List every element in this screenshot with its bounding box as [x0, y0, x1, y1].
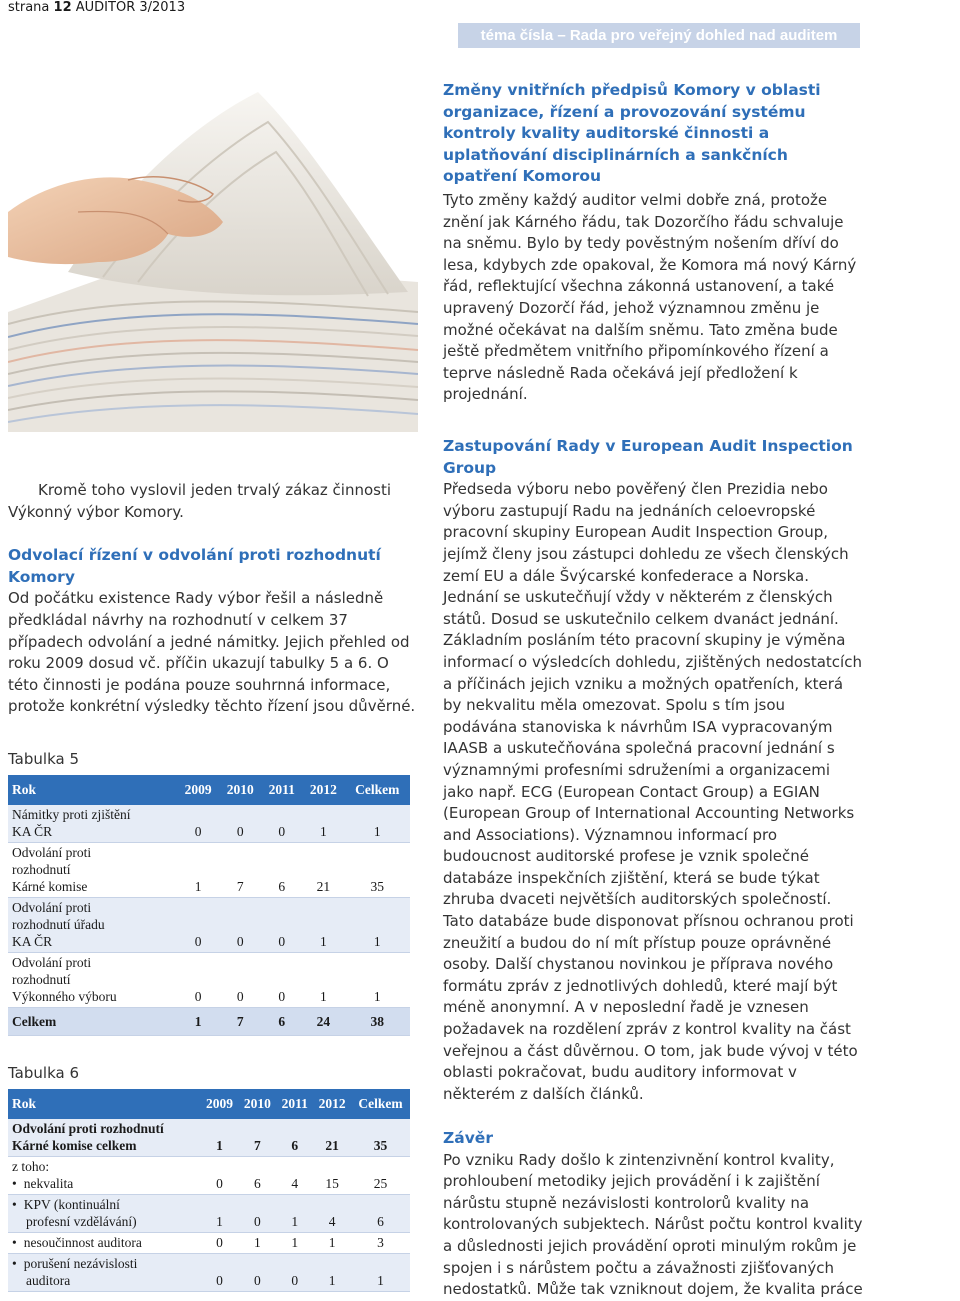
theme-title: téma čísla – Rada pro veřejný dohled nad auditem — [480, 27, 838, 44]
table-cell: 1 — [302, 805, 344, 843]
left-column — [8, 480, 418, 718]
table-cell: 1 — [344, 805, 410, 843]
table-cell: 6 — [261, 843, 302, 898]
table6-caption: Tabulka 6 — [8, 1064, 79, 1082]
row-label: Námitky proti zjištění KA ČR — [8, 805, 177, 843]
row-label: Odvolání proti rozhodnutí Kárné komise — [8, 843, 177, 898]
table-cell: 0 — [261, 805, 302, 843]
row-label: • porušení nezávislosti auditora — [8, 1254, 201, 1292]
table-cell: 1 — [313, 1233, 351, 1254]
table-cell: 35 — [344, 843, 410, 898]
total-label: Celkem — [8, 1008, 177, 1036]
table-row — [8, 1195, 410, 1233]
table-row — [8, 1254, 410, 1292]
table5-header: 2010 — [219, 775, 261, 805]
right-column-top — [443, 80, 863, 406]
table-cell: 4 — [276, 1157, 313, 1195]
table-cell: 7 — [238, 1119, 276, 1157]
appeal-section-text: Od počátku existence Rady výbor řešil a následně předkládal návrhy na rozhodnutí v celkem 37 případech odvolání a jedné námitky. Jejich přehled od roku 2009 dosud vč. příčin ukazují tabulky 5 a 6. O této činnosti je podána pouze souhrnná informace, protože konkrétní výsledky těchto řízení jsou důvěrné. — [8, 589, 416, 716]
table5-block — [8, 750, 418, 1036]
papers-illustration — [8, 62, 418, 432]
table-cell: 0 — [276, 1254, 313, 1292]
table-cell: 0 — [219, 805, 261, 843]
table5-caption: Tabulka 5 — [8, 750, 79, 768]
table6-header: 2011 — [276, 1089, 313, 1119]
table6-header: Rok — [8, 1089, 201, 1119]
table-cell: 1 — [238, 1233, 276, 1254]
table-cell: 0 — [177, 898, 219, 953]
table6 — [8, 1089, 410, 1292]
table5-header: Celkem — [344, 775, 410, 805]
table5-header: 2011 — [261, 775, 302, 805]
table-cell: 24 — [302, 1008, 344, 1036]
row-label: • nesoučinnost auditora — [8, 1233, 201, 1254]
regulations-text: Tyto změny každý auditor velmi dobře zná, protože znění jak Kárného řádu, tak Dozorčího řádu schvaluje na sněmu. Bylo by tedy pověstným nošením dříví do lesa, kdybych zde opakoval, že Komora má nový Kárný řád, reflektující všechna zákonná ustanovení, a také upravený Dozorčí řád, jehož významnou změnu je možné očekávat na dalším sněmu. Tato změna bude ještě předmětem vnitřního připomínkového řízení a teprve následně Rada očekává její předložení k projednání. — [443, 190, 857, 404]
table-cell: 1 — [201, 1195, 239, 1233]
table-row — [8, 1157, 410, 1195]
right-column-middle — [443, 436, 863, 1105]
table-cell: 1 — [344, 953, 410, 1008]
table-cell: 0 — [201, 1157, 239, 1195]
table6-header-row — [8, 1089, 410, 1119]
table-cell: 0 — [201, 1254, 239, 1292]
eaig-text: Předseda výboru nebo pověřený člen Prezidia nebo výboru zastupují Radu na jednáních celoevropské pracovní skupiny European Audit Inspection Group, jejímž členy jsou zástupci dohledu ze všech členských zemí EU a dále Švýcarské konfederace a Norska. Jednání se uskutečňují vždy v některém z členských států. Dosud se uskutečnilo celkem dvanáct jednání. Základním posláním této pracovní skupiny je výměna informací o výsledcích dohledu, zjištěných nedostatcích a příčinách jejich vzniku a možných opatřeních, která by nekvalitu měla omezovat. Spolu s tím jsou podávána stanoviska k návrhům ISA vypracovaným IAASB a uskutečňována společná pracovní jednání s významnými profesními sdruženími a organizacemi jako např. ECG (European Contact Group) a EGIAN (European Group of International Accounting Networks and Associations). Významnou informací pro budoucnost auditorské profese je vznik společné databáze inspekčních zjištění, která se bude týkat zhruba dvaceti největších auditorských společností. Tato databáze bude disponovat přísnou ochranou proti zneužití a budou do ní mít přístup pouze oprávněné osoby. Další chystanou novinkou je příprava nového formátu zpráv z jednotlivých dohledů, které mají být méně anonymní. A v neposlední řadě je vznesen požadavek na rozdělení zpráv z kontrol kvality na část veřejnou a část důvěrnou. O tom, jak bude vývoj v této oblasti pokračovat, budu auditory informovat v některém z dalších článků. — [443, 480, 862, 1103]
theme-banner — [458, 23, 860, 48]
table-cell: 4 — [313, 1195, 351, 1233]
table5-header: 2012 — [302, 775, 344, 805]
table-cell: 1 — [177, 1008, 219, 1036]
table5 — [8, 775, 410, 1036]
regulations-heading: Změny vnitřních předpisů Komory v oblasti organizace, řízení a provozování systému kontroly kvality auditorské činnosti a uplatňování disciplinárních a sankčních opatření Komorou — [443, 81, 821, 186]
table-cell: 1 — [313, 1254, 351, 1292]
conclusion-heading: Závěr — [443, 1129, 493, 1147]
table5-total-row — [8, 1008, 410, 1036]
table-row — [8, 843, 410, 898]
table-cell: 6 — [261, 1008, 302, 1036]
table-cell: 0 — [219, 898, 261, 953]
row-label: Odvolání proti rozhodnutí úřadu KA ČR — [8, 898, 177, 953]
table-cell: 7 — [219, 1008, 261, 1036]
table-cell: 1 — [302, 953, 344, 1008]
page-number: 12 — [53, 0, 72, 15]
conclusion-text: Po vzniku Rady došlo k zintenzivnění kontrol kvality, prohloubení metodiky jejich provádění i k zajištění nárůstu stupně nezávislosti kontrolorů kvality na kontrolovaných subjektech. Nárůst počtu kontrol kvality a důslednosti jejich provádění oproti minulým rokům je spojen i s nárůstem počtu a závažnosti zjišťovaných nedostatků. Může tak vzniknout dojem, že kvalita práce — [443, 1150, 863, 1299]
table-cell: 21 — [302, 843, 344, 898]
table-cell: 6 — [351, 1195, 410, 1233]
table-cell: 1 — [302, 898, 344, 953]
table6-header: 2009 — [201, 1089, 239, 1119]
table-cell: 0 — [261, 898, 302, 953]
table-row — [8, 953, 410, 1008]
table-cell: 0 — [177, 953, 219, 1008]
table-row — [8, 1119, 410, 1157]
table-cell: 3 — [351, 1233, 410, 1254]
table-cell: 21 — [313, 1119, 351, 1157]
page-label: strana — [8, 0, 50, 15]
table-cell: 1 — [276, 1195, 313, 1233]
table6-header: Celkem — [351, 1089, 410, 1119]
table-cell: 1 — [201, 1119, 239, 1157]
table-cell: 1 — [344, 898, 410, 953]
table6-header: 2012 — [313, 1089, 351, 1119]
table-row — [8, 805, 410, 843]
table-cell: 0 — [238, 1195, 276, 1233]
table-cell: 0 — [177, 805, 219, 843]
table-cell: 0 — [219, 953, 261, 1008]
table-cell: 7 — [219, 843, 261, 898]
eaig-heading: Zastupování Rady v European Audit Inspection Group — [443, 437, 853, 477]
magazine-name: AUDITOR 3/2013 — [75, 0, 186, 15]
table6-block — [8, 1064, 418, 1292]
stack-of-papers-photo — [8, 62, 418, 432]
intro-paragraph: Kromě toho vyslovil jeden trvalý zákaz činnosti Výkonný výbor Komory. — [8, 481, 392, 521]
table-row — [8, 898, 410, 953]
table5-header: Rok — [8, 775, 177, 805]
table6-header: 2010 — [238, 1089, 276, 1119]
table-cell: 6 — [276, 1119, 313, 1157]
row-label: • KPV (kontinuální profesní vzdělávání) — [8, 1195, 201, 1233]
table-cell: 0 — [261, 953, 302, 1008]
table5-header: 2009 — [177, 775, 219, 805]
table5-header-row — [8, 775, 410, 805]
table-cell: 1 — [177, 843, 219, 898]
table-cell: 15 — [313, 1157, 351, 1195]
table-cell: 25 — [351, 1157, 410, 1195]
table-cell: 1 — [351, 1254, 410, 1292]
table-row — [8, 1233, 410, 1254]
table-cell: 38 — [344, 1008, 410, 1036]
row-label: Odvolání proti rozhodnutí Výkonného výboru — [8, 953, 177, 1008]
row-label: Odvolání proti rozhodnutí Kárné komise celkem — [8, 1119, 201, 1157]
row-label: z toho: • nekvalita — [8, 1157, 201, 1195]
table-cell: 6 — [238, 1157, 276, 1195]
right-column-bottom — [443, 1128, 863, 1301]
table-cell: 0 — [238, 1254, 276, 1292]
table-cell: 35 — [351, 1119, 410, 1157]
appeal-section-heading: Odvolací řízení v odvolání proti rozhodnutí Komory — [8, 546, 381, 586]
page-header — [8, 0, 185, 15]
table-cell: 1 — [276, 1233, 313, 1254]
table-cell: 0 — [201, 1233, 239, 1254]
